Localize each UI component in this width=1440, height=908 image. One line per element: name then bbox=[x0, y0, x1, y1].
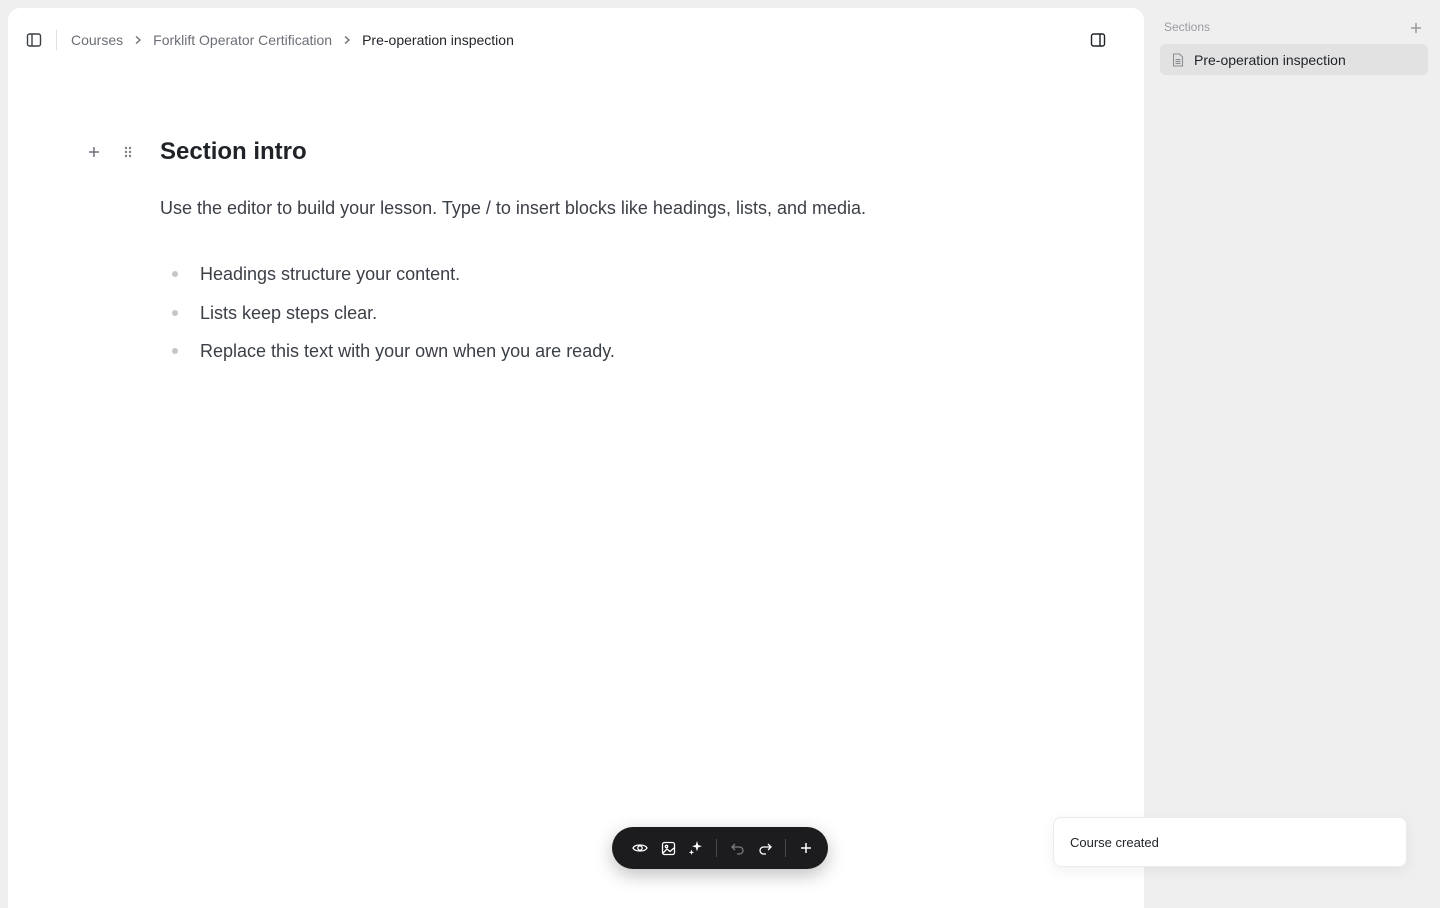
bullet-dot bbox=[172, 348, 178, 354]
add-button[interactable] bbox=[792, 834, 820, 862]
toast-message: Course created bbox=[1070, 834, 1159, 850]
drag-handle[interactable] bbox=[118, 142, 138, 162]
plus-icon bbox=[88, 146, 100, 158]
plus-icon bbox=[1410, 22, 1422, 34]
sections-sidebar bbox=[1152, 0, 1440, 900]
right-panel-toggle-button[interactable] bbox=[1086, 28, 1110, 52]
plus-icon bbox=[800, 842, 812, 854]
list-item-text: Headings structure your content. bbox=[200, 264, 461, 284]
list-item[interactable] bbox=[160, 337, 615, 376]
image-icon bbox=[661, 841, 676, 856]
sidebar-left-icon bbox=[26, 32, 42, 48]
sidebar-toggle-button[interactable] bbox=[22, 28, 46, 52]
sidebar-right-icon bbox=[1090, 32, 1106, 48]
bullet-dot bbox=[172, 310, 178, 316]
section-item-label: Pre-operation inspection bbox=[1194, 51, 1346, 68]
section-heading[interactable]: Section intro bbox=[160, 138, 307, 165]
document-icon bbox=[1170, 52, 1186, 68]
editor-main-panel bbox=[8, 8, 1144, 908]
bullet-dot bbox=[172, 271, 178, 277]
eye-icon bbox=[632, 840, 648, 856]
breadcrumb-courses[interactable]: Courses bbox=[71, 32, 124, 48]
preview-button[interactable] bbox=[626, 834, 654, 862]
breadcrumb-course[interactable]: Forklift Operator Certification bbox=[153, 32, 333, 48]
sections-title: Sections bbox=[1164, 20, 1211, 34]
redo-icon bbox=[758, 841, 773, 856]
ai-assist-button[interactable] bbox=[682, 834, 710, 862]
redo-button[interactable] bbox=[751, 834, 779, 862]
top-bar bbox=[8, 8, 1144, 72]
list-item-text: Lists keep steps clear. bbox=[200, 302, 378, 323]
grip-vertical-icon bbox=[123, 145, 133, 159]
breadcrumb bbox=[71, 30, 514, 50]
undo-button[interactable] bbox=[723, 834, 751, 862]
toast-notification bbox=[1053, 817, 1407, 867]
bullet-list bbox=[160, 260, 615, 376]
chevron-right-icon bbox=[123, 30, 153, 50]
section-item-pre-operation-inspection[interactable] bbox=[1160, 44, 1428, 75]
toolbar-divider bbox=[785, 839, 786, 857]
chevron-right-icon bbox=[332, 30, 362, 50]
list-item-text: Replace this text with your own when you are ready. bbox=[200, 341, 615, 361]
add-section-button[interactable] bbox=[1406, 18, 1426, 38]
add-block-button[interactable] bbox=[84, 142, 104, 162]
list-item[interactable] bbox=[160, 260, 615, 299]
toolbar-divider bbox=[716, 839, 717, 857]
topbar-divider bbox=[56, 30, 57, 50]
list-item[interactable] bbox=[160, 299, 615, 338]
floating-toolbar bbox=[612, 827, 828, 869]
sparkles-icon bbox=[688, 840, 704, 856]
intro-paragraph[interactable]: Use the editor to build your lesson. Type / to insert blocks like headings, lists, and media. bbox=[160, 198, 867, 218]
breadcrumb-current: Pre-operation inspection bbox=[362, 32, 514, 48]
insert-image-button[interactable] bbox=[654, 834, 682, 862]
undo-icon bbox=[730, 841, 745, 856]
